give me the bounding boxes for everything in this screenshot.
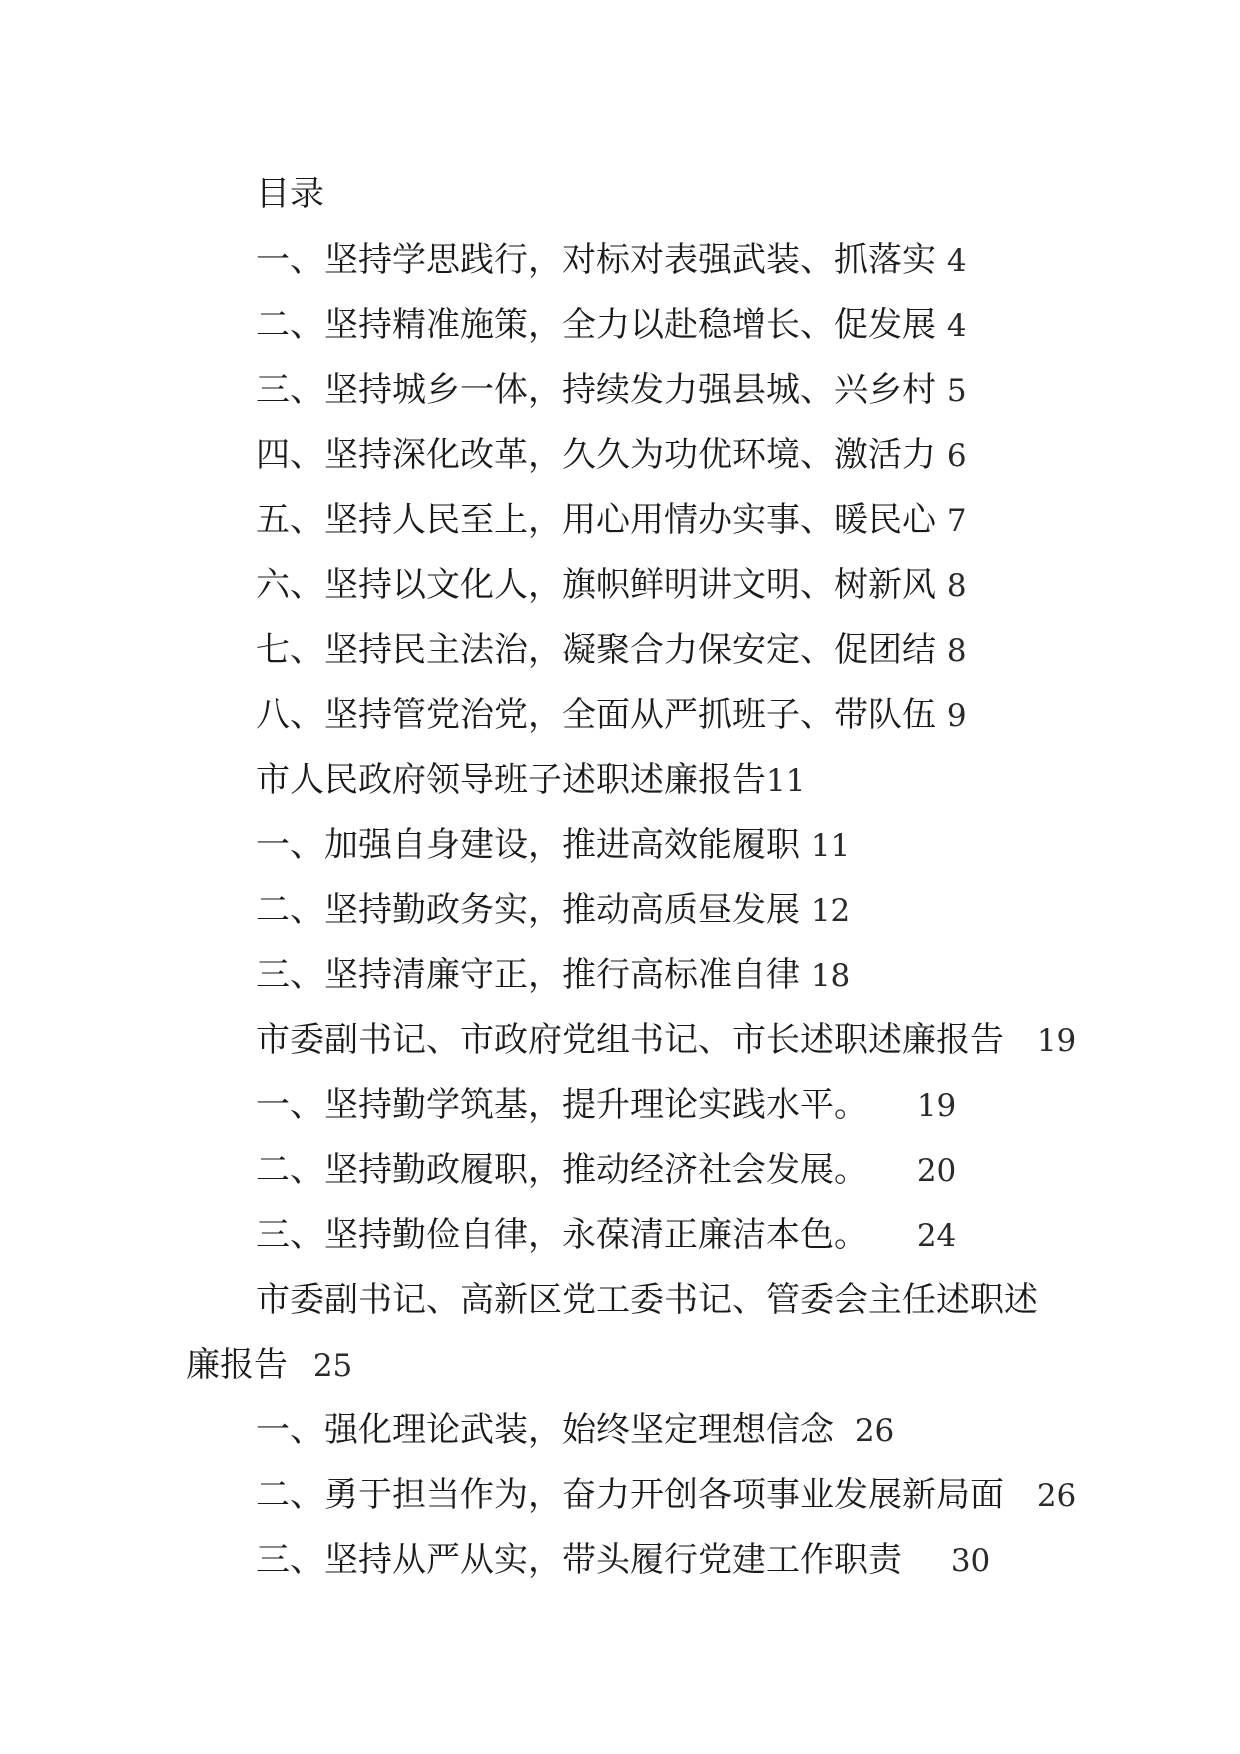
toc-entry-page: 8 [946, 568, 967, 604]
toc-entry-page: 8 [946, 633, 967, 669]
toc-entry[interactable] [256, 561, 967, 610]
toc-entry[interactable] [256, 366, 967, 415]
toc-entry-text: 四、坚持深化改革，久久为功优环境、激活力 [256, 435, 936, 475]
toc-entry-page: 11 [810, 828, 851, 864]
toc-entry-text: 一、坚持勤学筑基，提升理论实践水平。 [256, 1085, 868, 1125]
toc-entry-text: 廉报告 [186, 1345, 288, 1385]
toc-entry-text: 一、加强自身建设，推进高效能履职 [256, 825, 800, 865]
toc-entry-page: 26 [854, 1413, 895, 1449]
toc-entry[interactable] [256, 1146, 956, 1195]
toc-entry-page: 12 [810, 893, 851, 929]
toc-entry-text: 七、坚持民主法治，凝聚合力保安定、促团结 [256, 630, 936, 670]
toc-entry-page: 4 [946, 243, 967, 279]
toc-entry[interactable] [256, 1081, 956, 1130]
toc-entry-text: 二、坚持勤政务实，推动高质昼发展 [256, 890, 800, 930]
toc-entry-page: 11 [766, 763, 806, 799]
toc-entry-text: 市委副书记、高新区党工委书记、管委会主任述职述 [256, 1280, 1038, 1320]
toc-entry[interactable] [256, 301, 967, 350]
toc-entry-page: 4 [946, 308, 967, 344]
toc-entry[interactable] [256, 1471, 1076, 1520]
toc-entry-text: 三、坚持清廉守正，推行高标准自律 [256, 955, 800, 995]
toc-entry-page: 26 [1036, 1478, 1077, 1514]
toc-entry-text: 六、坚持以文化人，旗帜鲜明讲文明、树新风 [256, 565, 936, 605]
toc-entry-text: 三、坚持城乡一体，持续发力强县城、兴乡村 [256, 370, 936, 410]
toc-entry-page: 20 [916, 1153, 957, 1189]
toc-entry-text: 二、坚持勤政履职，推动经济社会发展。 [256, 1150, 868, 1190]
toc-entry[interactable] [256, 431, 967, 480]
toc-entry[interactable] [256, 1536, 990, 1585]
toc-entry-page: 19 [916, 1088, 957, 1124]
toc-entry-page: 25 [312, 1348, 353, 1384]
toc-entry-text: 市委副书记、市政府党组书记、市长述职述廉报告 [256, 1020, 1004, 1060]
toc-entry[interactable] [256, 236, 967, 285]
toc-entry-page: 19 [1036, 1023, 1077, 1059]
toc-entry[interactable] [256, 1406, 894, 1455]
toc-entry[interactable] [256, 886, 850, 935]
toc-entry-text: 三、坚持勤俭自律，永葆清正廉洁本色。 [256, 1215, 868, 1255]
toc-entry-text: 一、坚持学思践行，对标对表强武装、抓落实 [256, 240, 936, 280]
toc-entry-text: 八、坚持管党治党，全面从严抓班子、带队伍 [256, 695, 936, 735]
toc-entry-text: 五、坚持人民至上，用心用情办实事、暖民心 [256, 500, 936, 540]
toc-entry-page: 24 [916, 1218, 957, 1254]
toc-entry[interactable] [256, 1211, 956, 1260]
toc-entry[interactable] [256, 1016, 1076, 1065]
toc-entry-page: 18 [810, 958, 851, 994]
toc-entry[interactable] [256, 626, 967, 675]
toc-entry-text: 三、坚持从严从实，带头履行党建工作职责 [256, 1540, 902, 1580]
toc-entry[interactable] [256, 1276, 1038, 1324]
toc-entry[interactable] [256, 496, 967, 545]
toc-entry-text: 市人民政府领导班子述职述廉报告 [256, 760, 766, 800]
toc-entry-page: 5 [946, 373, 967, 409]
toc-entry-page: 30 [950, 1543, 991, 1579]
toc-entry-text: 二、坚持精准施策，全力以赴稳增长、促发展 [256, 305, 936, 345]
toc-entry-continued[interactable] [186, 1341, 352, 1390]
toc-entry-page: 6 [946, 438, 967, 474]
toc-entry[interactable] [256, 821, 850, 870]
toc-entry[interactable] [256, 691, 967, 740]
toc-entry-page: 7 [946, 503, 967, 539]
toc-entry[interactable] [256, 756, 805, 805]
toc-entry-text: 一、强化理论武装，始终坚定理想信念 [256, 1410, 834, 1450]
toc-entry[interactable] [256, 951, 850, 1000]
toc-entry-page: 9 [946, 698, 967, 734]
toc-entry-text: 二、勇于担当作为，奋力开创各项事业发展新局面 [256, 1475, 1004, 1515]
toc-title: 目录 [256, 174, 324, 214]
